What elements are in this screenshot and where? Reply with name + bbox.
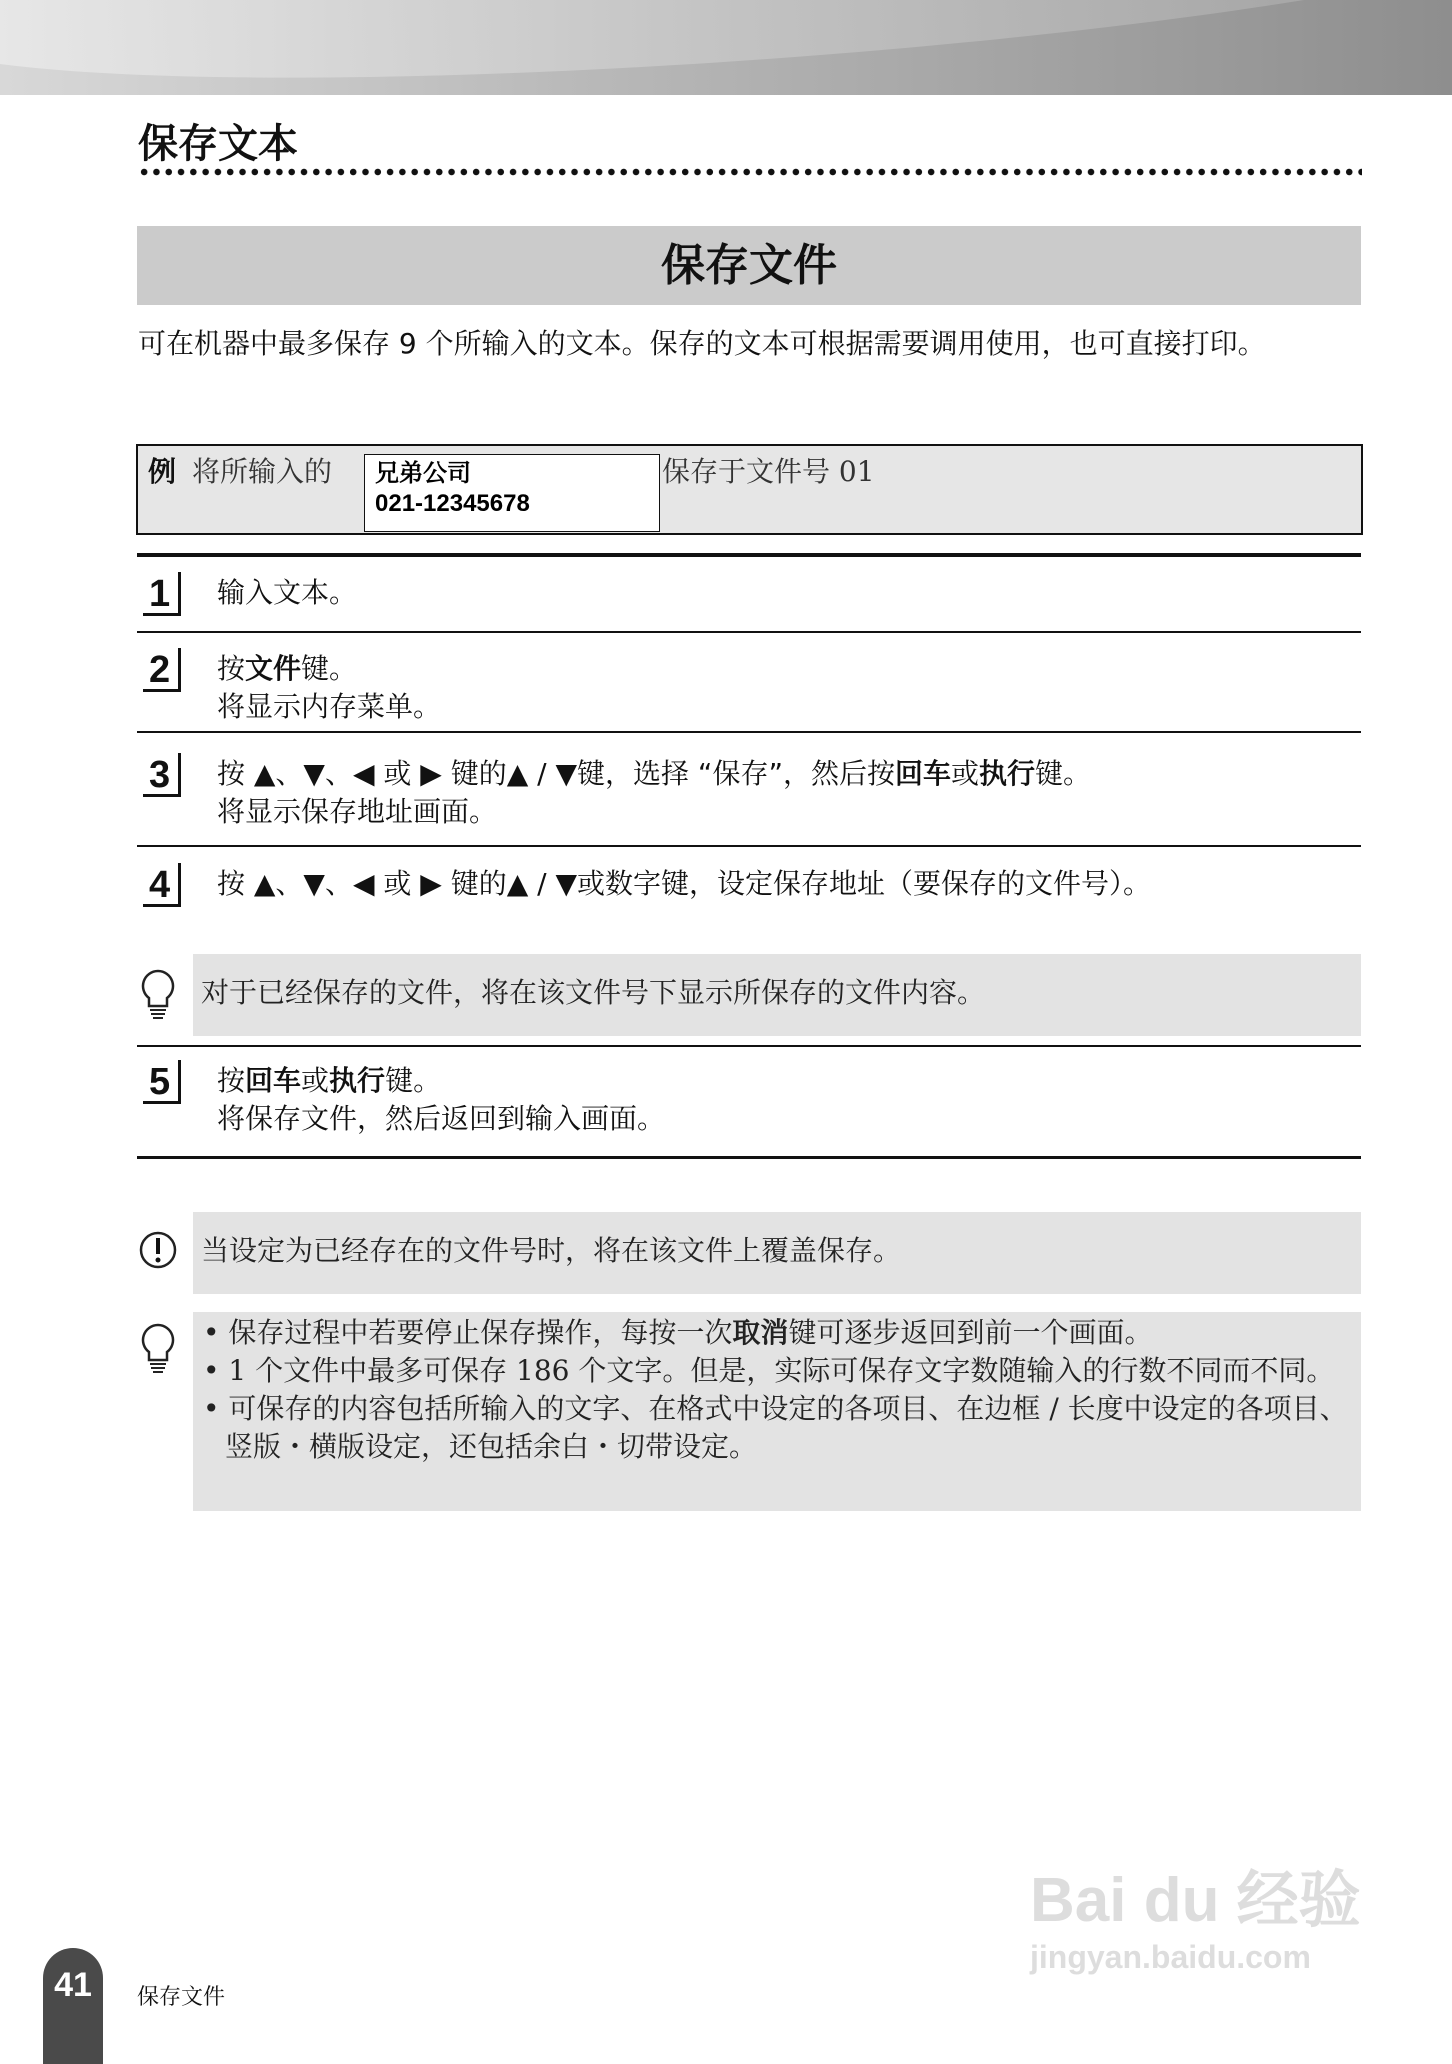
step-number: 5: [143, 1060, 181, 1104]
divider: [137, 731, 1361, 733]
divider: [137, 1045, 1361, 1047]
header-band: [0, 0, 1452, 95]
lcd-line-1: 兄弟公司: [375, 460, 471, 487]
divider: [137, 845, 1361, 847]
tip-item: • 保存过程中若要停止保存操作，每按一次取消键可逐步返回到前一个画面。: [203, 1316, 1153, 1349]
section-title: 保存文本: [138, 121, 298, 167]
warning-icon: [138, 1226, 178, 1278]
example-label: 例: [148, 455, 177, 488]
page-number: 41: [43, 1948, 103, 2064]
divider: [137, 1156, 1361, 1159]
step-text: 按回车或执行键。: [217, 1064, 442, 1097]
lightbulb-icon: [138, 968, 178, 1020]
intro-text: 可在机器中最多保存 9 个所输入的文本。保存的文本可根据需要调用使用，也可直接打印。: [138, 327, 1266, 360]
step-number: 1: [143, 572, 181, 616]
tip-note: 对于已经保存的文件，将在该文件号下显示所保存的文件内容。: [193, 954, 1361, 1036]
example-box: [136, 444, 1363, 535]
example-suffix: 保存于文件号 01: [662, 455, 875, 488]
tip-item: • 1 个文件中最多可保存 186 个文字。但是，实际可保存文字数随输入的行数不同而不同。: [203, 1354, 1335, 1387]
page-title: 保存文件: [137, 226, 1361, 305]
example-prefix: 将所输入的: [192, 455, 333, 488]
dotted-divider: [138, 168, 1362, 176]
tip-list: [193, 1312, 1361, 1511]
step-number: 3: [143, 753, 181, 797]
step-result: 将显示内存菜单。: [217, 690, 442, 723]
baidu-watermark: Bai du 经验 jingyan.baidu.com: [1030, 1866, 1361, 1975]
step-number: 2: [143, 648, 181, 692]
footer-label: 保存文件: [137, 1985, 226, 2010]
divider: [137, 553, 1361, 557]
step-text: 输入文本。: [217, 576, 358, 609]
divider: [137, 631, 1361, 633]
lcd-display: [364, 454, 660, 532]
tip-item: • 可保存的内容包括所输入的文字、在格式中设定的各项目、在边框 / 长度中设定的各项目、竖版・横版设定，还包括余白・切带设定。: [203, 1392, 1348, 1463]
step-text: 按 ▲、▼、◀ 或 ▶ 键的▲ / ▼或数字键，设定保存地址（要保存的文件号）。: [217, 867, 1152, 900]
lightbulb-icon: [138, 1322, 178, 1374]
warning-note: 当设定为已经存在的文件号时，将在该文件上覆盖保存。: [193, 1212, 1361, 1294]
lcd-line-2: 021-12345678: [375, 490, 530, 517]
step-result: 将保存文件，然后返回到输入画面。: [217, 1102, 666, 1135]
step-text: 按文件键。: [217, 652, 358, 685]
step-text: 按 ▲、▼、◀ 或 ▶ 键的▲ / ▼键，选择 “保存”，然后按回车或执行键。: [217, 757, 1092, 790]
step-result: 将显示保存地址画面。: [217, 795, 498, 828]
step-number: 4: [143, 863, 181, 907]
